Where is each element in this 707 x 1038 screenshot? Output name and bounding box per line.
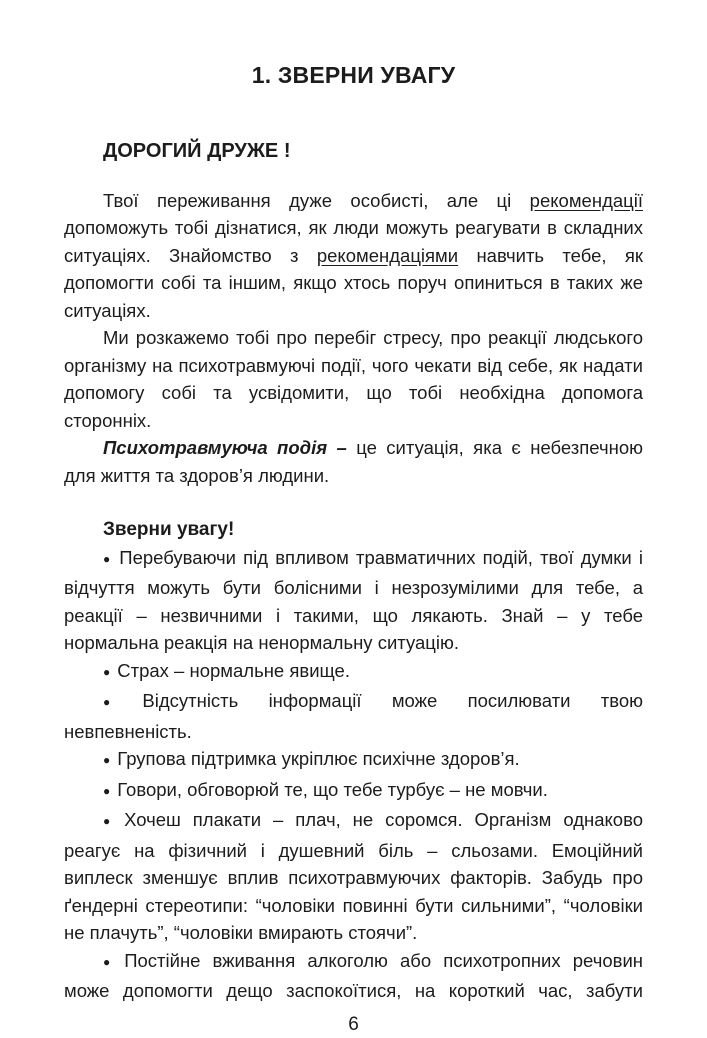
bullet-item (64, 687, 643, 745)
definition-term: Психотравмуюча подія – (103, 437, 347, 458)
paragraph-text: допоможуть тобі дізнатися, як люди можуть реагувати в складних ситуаціях. Знайомство з (64, 217, 643, 266)
bullet-icon: ● (103, 955, 117, 969)
bullet-item (64, 544, 643, 657)
bullet-text: Групова підтримка укріплює психічне здоров’я. (117, 748, 519, 769)
bullet-text: Відсутність інформації може посилювати твою невпевненість. (64, 690, 643, 742)
bullet-icon: ● (103, 695, 135, 709)
bullet-icon: ● (103, 552, 112, 566)
bullet-item (64, 806, 643, 947)
attention-heading: Зверни увагу! (64, 516, 643, 544)
bullet-text: Говори, обговорюй те, що тебе турбує – не мовчи. (117, 779, 548, 800)
bullet-item (64, 776, 643, 807)
page-number: 6 (64, 1011, 643, 1038)
bullet-text: Постійне вживання алкоголю або психотропних речовин може допомогти дещо заспокоїтися, на короткий час, забути (64, 950, 643, 1002)
page-title: 1. ЗВЕРНИ УВАГУ (64, 60, 643, 90)
bullet-item (64, 657, 643, 688)
bullet-icon: ● (103, 814, 117, 828)
bullet-item (64, 745, 643, 776)
bullet-item (64, 947, 643, 1005)
bullet-text: Страх – нормальне явище. (117, 660, 350, 681)
paragraph-definition (64, 434, 643, 489)
paragraph-intro (64, 187, 643, 325)
underlined-term: рекомендаціями (317, 245, 458, 266)
bullet-icon: ● (103, 665, 110, 679)
underlined-term: рекомендації (530, 190, 643, 211)
definition-text: це ситуація, яка є небезпечною для життя та здоров’я людини. (64, 437, 643, 486)
paragraph-text: навчить тебе, як допомогти собі та іншим, якщо хтось поруч опиниться в таких же ситуаціях. (64, 245, 643, 321)
bullet-icon: ● (103, 784, 110, 798)
paragraph-text: Твої переживання дуже особисті, але ці (103, 190, 530, 211)
paragraph-stress: Ми розкажемо тобі про перебіг стресу, про реакції людського організму на психотравмуючі події, чого чекати від себе, як надати допомогу собі та усвідомити, що тобі необхідна допомога сторонніх. (64, 324, 643, 434)
salutation: ДОРОГИЙ ДРУЖЕ ! (64, 138, 643, 166)
bullet-text: Перебуваючи під впливом травматичних подій, твої думки і відчуття можуть бути болісними і незрозумілими для тебе, а реакції – незвичними і такими, що лякають. Знай – у тебе нормальна реакція на ненормальну ситуацію. (64, 547, 643, 654)
bullet-icon: ● (103, 753, 110, 767)
bullet-text: Хочеш плакати – плач, не соромся. Організм однаково реагує на фізичний і душевний біль – сльозами. Емоційний виплеск зменшує вплив психотравмуючих факторів. Забудь про ґендерні стереотипи: “чоловіки повинні бути сильними”, “чоловіки не плачуть”, “чоловіки вмирають стоячи”. (64, 809, 643, 943)
